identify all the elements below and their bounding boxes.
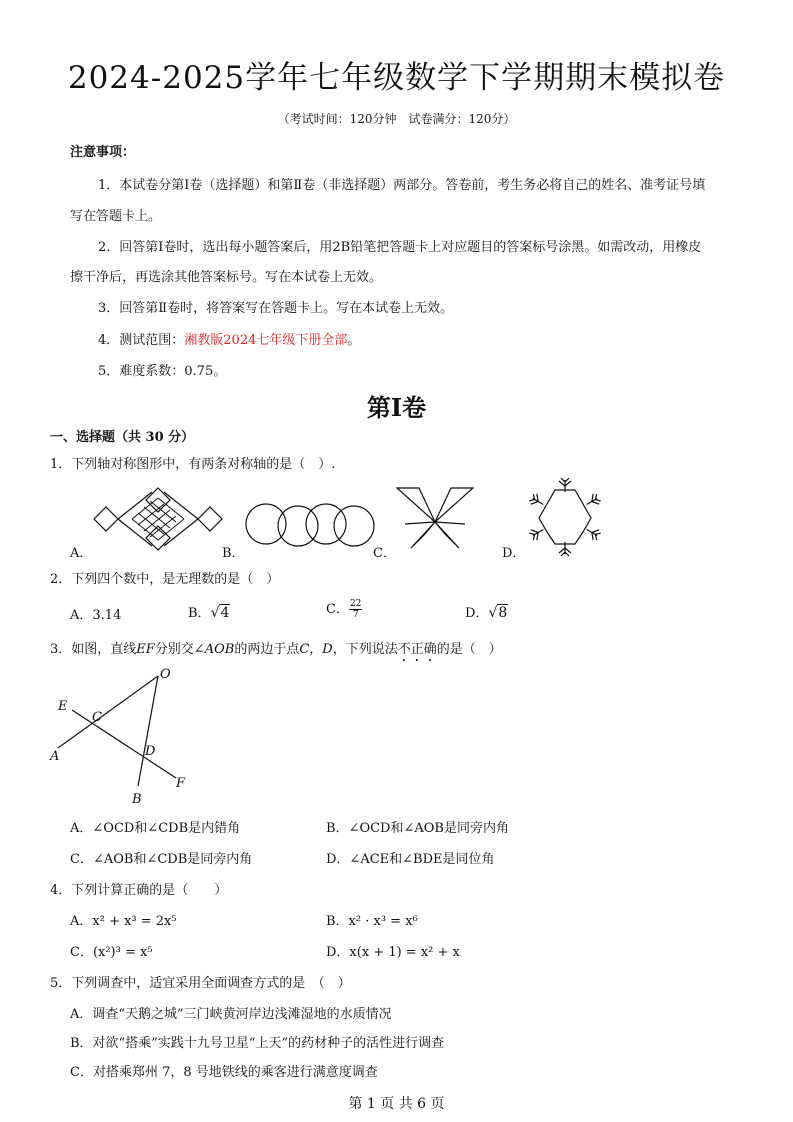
q1-stem: 1．下列轴对称图形中，有两条对称轴的是（ ）. — [50, 457, 336, 472]
notice-item-4-suffix: 。 — [347, 333, 361, 348]
q2-option-b-label: B． — [188, 606, 211, 621]
sqrt-symbol: √8 — [488, 605, 508, 621]
line-ef — [72, 710, 176, 778]
q4-option-a: A．x² + x³ = 2x⁵ — [70, 914, 177, 929]
notice-item-4 — [98, 329, 360, 348]
q3-line-ef: EF — [136, 642, 155, 657]
q2-option-d-label: D． — [465, 606, 489, 621]
q3-stem-part: 分别交∠ — [154, 642, 205, 657]
label-b: B — [132, 792, 142, 807]
notice-item-2: 2．回答第Ⅰ卷时，选出每小题答案后，用2B铅笔把答题卡上对应题目的答案标号涂黑。如需改动，用橡皮 — [98, 240, 702, 255]
q2-option-a: A．3.14 — [70, 608, 122, 623]
q2-option-d-radicand: 8 — [498, 605, 508, 621]
exam-subtitle: （考试时间：120分钟 试卷满分：120分） — [277, 112, 516, 126]
q3-stem-part: 的两边于点 — [234, 642, 300, 657]
q4-stem: 4．下列计算正确的是（ ） — [50, 883, 228, 898]
notice-item-3: 3．回答第Ⅱ卷时，将答案写在答题卡上。写在本试卷上无效。 — [98, 301, 454, 316]
ray-oa — [58, 676, 158, 748]
notice-item-5: 5．难度系数：0.75。 — [98, 364, 227, 379]
q4-option-b: B．x² · x³ = x⁶ — [326, 914, 418, 929]
q1-figure-c — [393, 486, 475, 552]
q1-option-d: D． — [502, 546, 526, 561]
notice-heading: 注意事项： — [70, 145, 136, 160]
q2-option-d — [465, 602, 508, 621]
notice-item-2-cont: 擦干净后，再选涂其他答案标号。写在本试卷上无效。 — [70, 270, 383, 285]
q3-option-a: A．∠OCD和∠CDB是内错角 — [70, 821, 241, 836]
notice-item-4-prefix: 4．测试范围： — [98, 333, 185, 348]
q2-option-b — [188, 602, 230, 621]
notice-item-1: 1．本试卷分第Ⅰ卷（选择题）和第Ⅱ卷（非选择题）两部分。答卷前，考生务必将自己的姓名、准考证号填 — [98, 178, 706, 193]
fraction-numerator: 22 — [349, 599, 362, 609]
label-c: C — [92, 710, 102, 725]
q1-option-a: A． — [70, 546, 93, 561]
q3-stem — [50, 638, 502, 665]
q3-points: C，D — [299, 642, 333, 657]
section-title: 第Ⅰ卷 — [366, 393, 427, 422]
q1-figure-d — [525, 478, 605, 554]
label-e: E — [58, 699, 68, 714]
notice-item-1-cont: 写在答题卡上。 — [70, 209, 162, 224]
q3-angle-aob: AOB — [204, 642, 235, 657]
fraction-denominator: 7 — [352, 610, 359, 620]
q3-emphasis-not-correct: 不正确 — [397, 642, 437, 657]
q3-figure — [48, 664, 198, 810]
q5-option-b: B．对欲“搭乘”实践十九号卫星“上天”的药材种子的活性进行调查 — [70, 1036, 445, 1051]
ray-ob — [138, 676, 158, 786]
q3-option-c: C．∠AOB和∠CDB是同旁内角 — [70, 852, 253, 867]
q2-stem: 2．下列四个数中，是无理数的是（ ） — [50, 572, 280, 587]
q5-option-a: A．调查“天鹅之城”三门峡黄河岸边浅滩湿地的水质情况 — [70, 1007, 392, 1022]
q3-option-d: D．∠ACE和∠BDE是同位角 — [326, 852, 495, 867]
q3-stem-part: 3．如图，直线 — [50, 642, 137, 657]
fraction — [349, 599, 362, 620]
sqrt-symbol: √4 — [210, 605, 230, 621]
q5-option-c: C．对搭乘郑州 7，8 号地铁线的乘客进行满意度调查 — [70, 1065, 378, 1080]
exam-title: 2024-2025学年七年级数学下学期期末模拟卷 — [67, 60, 726, 96]
label-d: D — [145, 744, 156, 759]
q1-option-c: C． — [373, 546, 396, 561]
q3-stem-part: ，下列说法 — [332, 642, 398, 657]
q1-figure-b — [244, 496, 374, 554]
q2-option-c-label: C． — [326, 602, 349, 617]
page-number: 第 1 页 共 6 页 — [348, 1096, 445, 1112]
q2-option-b-radicand: 4 — [220, 605, 230, 621]
q3-option-b: B．∠OCD和∠AOB是同旁内角 — [326, 821, 509, 836]
label-o: O — [160, 667, 171, 682]
test-scope: 湘教版2024七年级下册全部 — [184, 333, 348, 348]
label-f: F — [176, 776, 186, 791]
q4-option-c: C．(x²)³ = x⁵ — [70, 945, 153, 960]
q5-stem: 5．下列调查中，适宜采用全面调查方式的是 （ ） — [50, 976, 351, 991]
q3-stem-part: 的是（ ） — [436, 642, 502, 657]
q4-option-d: D．x(x + 1) = x² + x — [326, 945, 460, 960]
q2-option-c — [326, 598, 362, 620]
q1-option-b: B． — [222, 546, 245, 561]
q1-figure-a — [92, 488, 224, 554]
part-heading: 一、选择题（共 30 分） — [50, 430, 195, 445]
label-a: A — [50, 749, 60, 764]
